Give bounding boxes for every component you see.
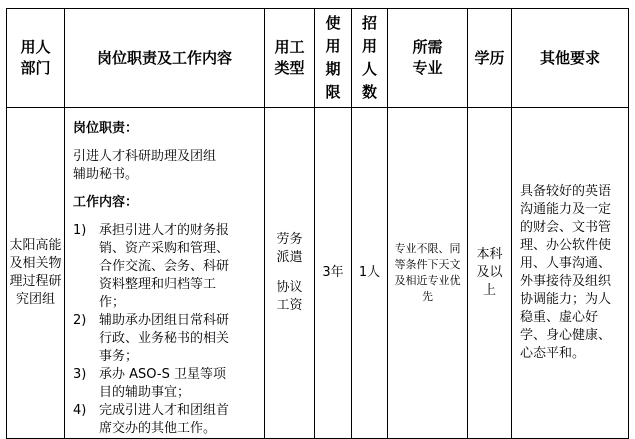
header-period	[315, 9, 352, 108]
cell-other	[512, 108, 629, 439]
work-item	[73, 366, 258, 402]
dept-text: 太阳高能及相关物理过程研究团组	[9, 238, 62, 307]
header-dept-label: 用人部门	[20, 38, 51, 77]
work-title: 工作内容：	[73, 195, 139, 210]
header-major-label: 所需专业	[412, 38, 443, 77]
cell-dept	[7, 108, 65, 439]
job-table	[6, 8, 629, 439]
header-emp-type-label: 用工类型	[274, 38, 305, 77]
work-item-number: 1)	[73, 223, 87, 238]
work-item-number: 2)	[73, 313, 87, 328]
work-item-text: 完成引进人才和团组首席交办的其他工作。	[99, 403, 230, 436]
header-major	[388, 9, 468, 108]
edu-text: 本科及以上	[476, 247, 503, 298]
header-row	[7, 9, 629, 108]
count-text: 1人	[358, 265, 381, 280]
cell-period	[315, 108, 352, 439]
header-count	[352, 9, 388, 108]
work-item-text: 承办 ASO-S 卫星等项目的辅助事宜；	[99, 367, 226, 400]
duties-text: 引进人才科研助理及团组辅助秘书。	[73, 149, 217, 182]
cell-major	[388, 108, 468, 439]
work-item-text: 承担引进人才的财务报销、资产采购和管理、合作交流、会务、科研资料整理和归档等工作；	[99, 223, 230, 310]
header-edu	[468, 9, 512, 108]
cell-emp-type	[265, 108, 315, 439]
work-item-text: 辅助承办团组日常科研行政、业务秘书的相关事务；	[99, 313, 230, 364]
cell-count	[352, 108, 388, 439]
emp-type-1: 劳务派遣	[276, 232, 303, 265]
duties-title: 岗位职责：	[73, 121, 139, 136]
cell-edu	[468, 108, 512, 439]
work-item-number: 4)	[73, 403, 87, 418]
header-other	[512, 9, 629, 108]
header-emp-type	[265, 9, 315, 108]
header-duties-label: 岗位职责及工作内容	[96, 48, 232, 67]
work-item-number: 3)	[73, 367, 87, 382]
job-row	[7, 108, 629, 439]
major-text: 专业不限、同等条件下天文及相近专业优先	[394, 242, 461, 303]
work-item	[73, 312, 258, 366]
header-other-label: 其他要求	[539, 48, 600, 67]
other-text: 具备较好的英语沟通能力及一定的财会、文书管理、办公软件使用、人事沟通、外事接待及组织协调能力；为人稳重、虚心好学、身心健康、心态平和。	[520, 184, 612, 361]
header-period-label: 使用期限	[325, 14, 341, 101]
emp-type-2: 协议工资	[276, 280, 303, 313]
work-list	[73, 222, 258, 438]
period-text: 3年	[322, 265, 344, 280]
header-count-label: 招用人数	[361, 14, 377, 101]
work-item	[73, 222, 258, 312]
header-edu-label: 学历	[474, 48, 505, 67]
header-dept	[7, 9, 65, 108]
cell-duties	[65, 108, 265, 439]
work-item	[73, 402, 258, 438]
header-duties	[65, 9, 265, 108]
